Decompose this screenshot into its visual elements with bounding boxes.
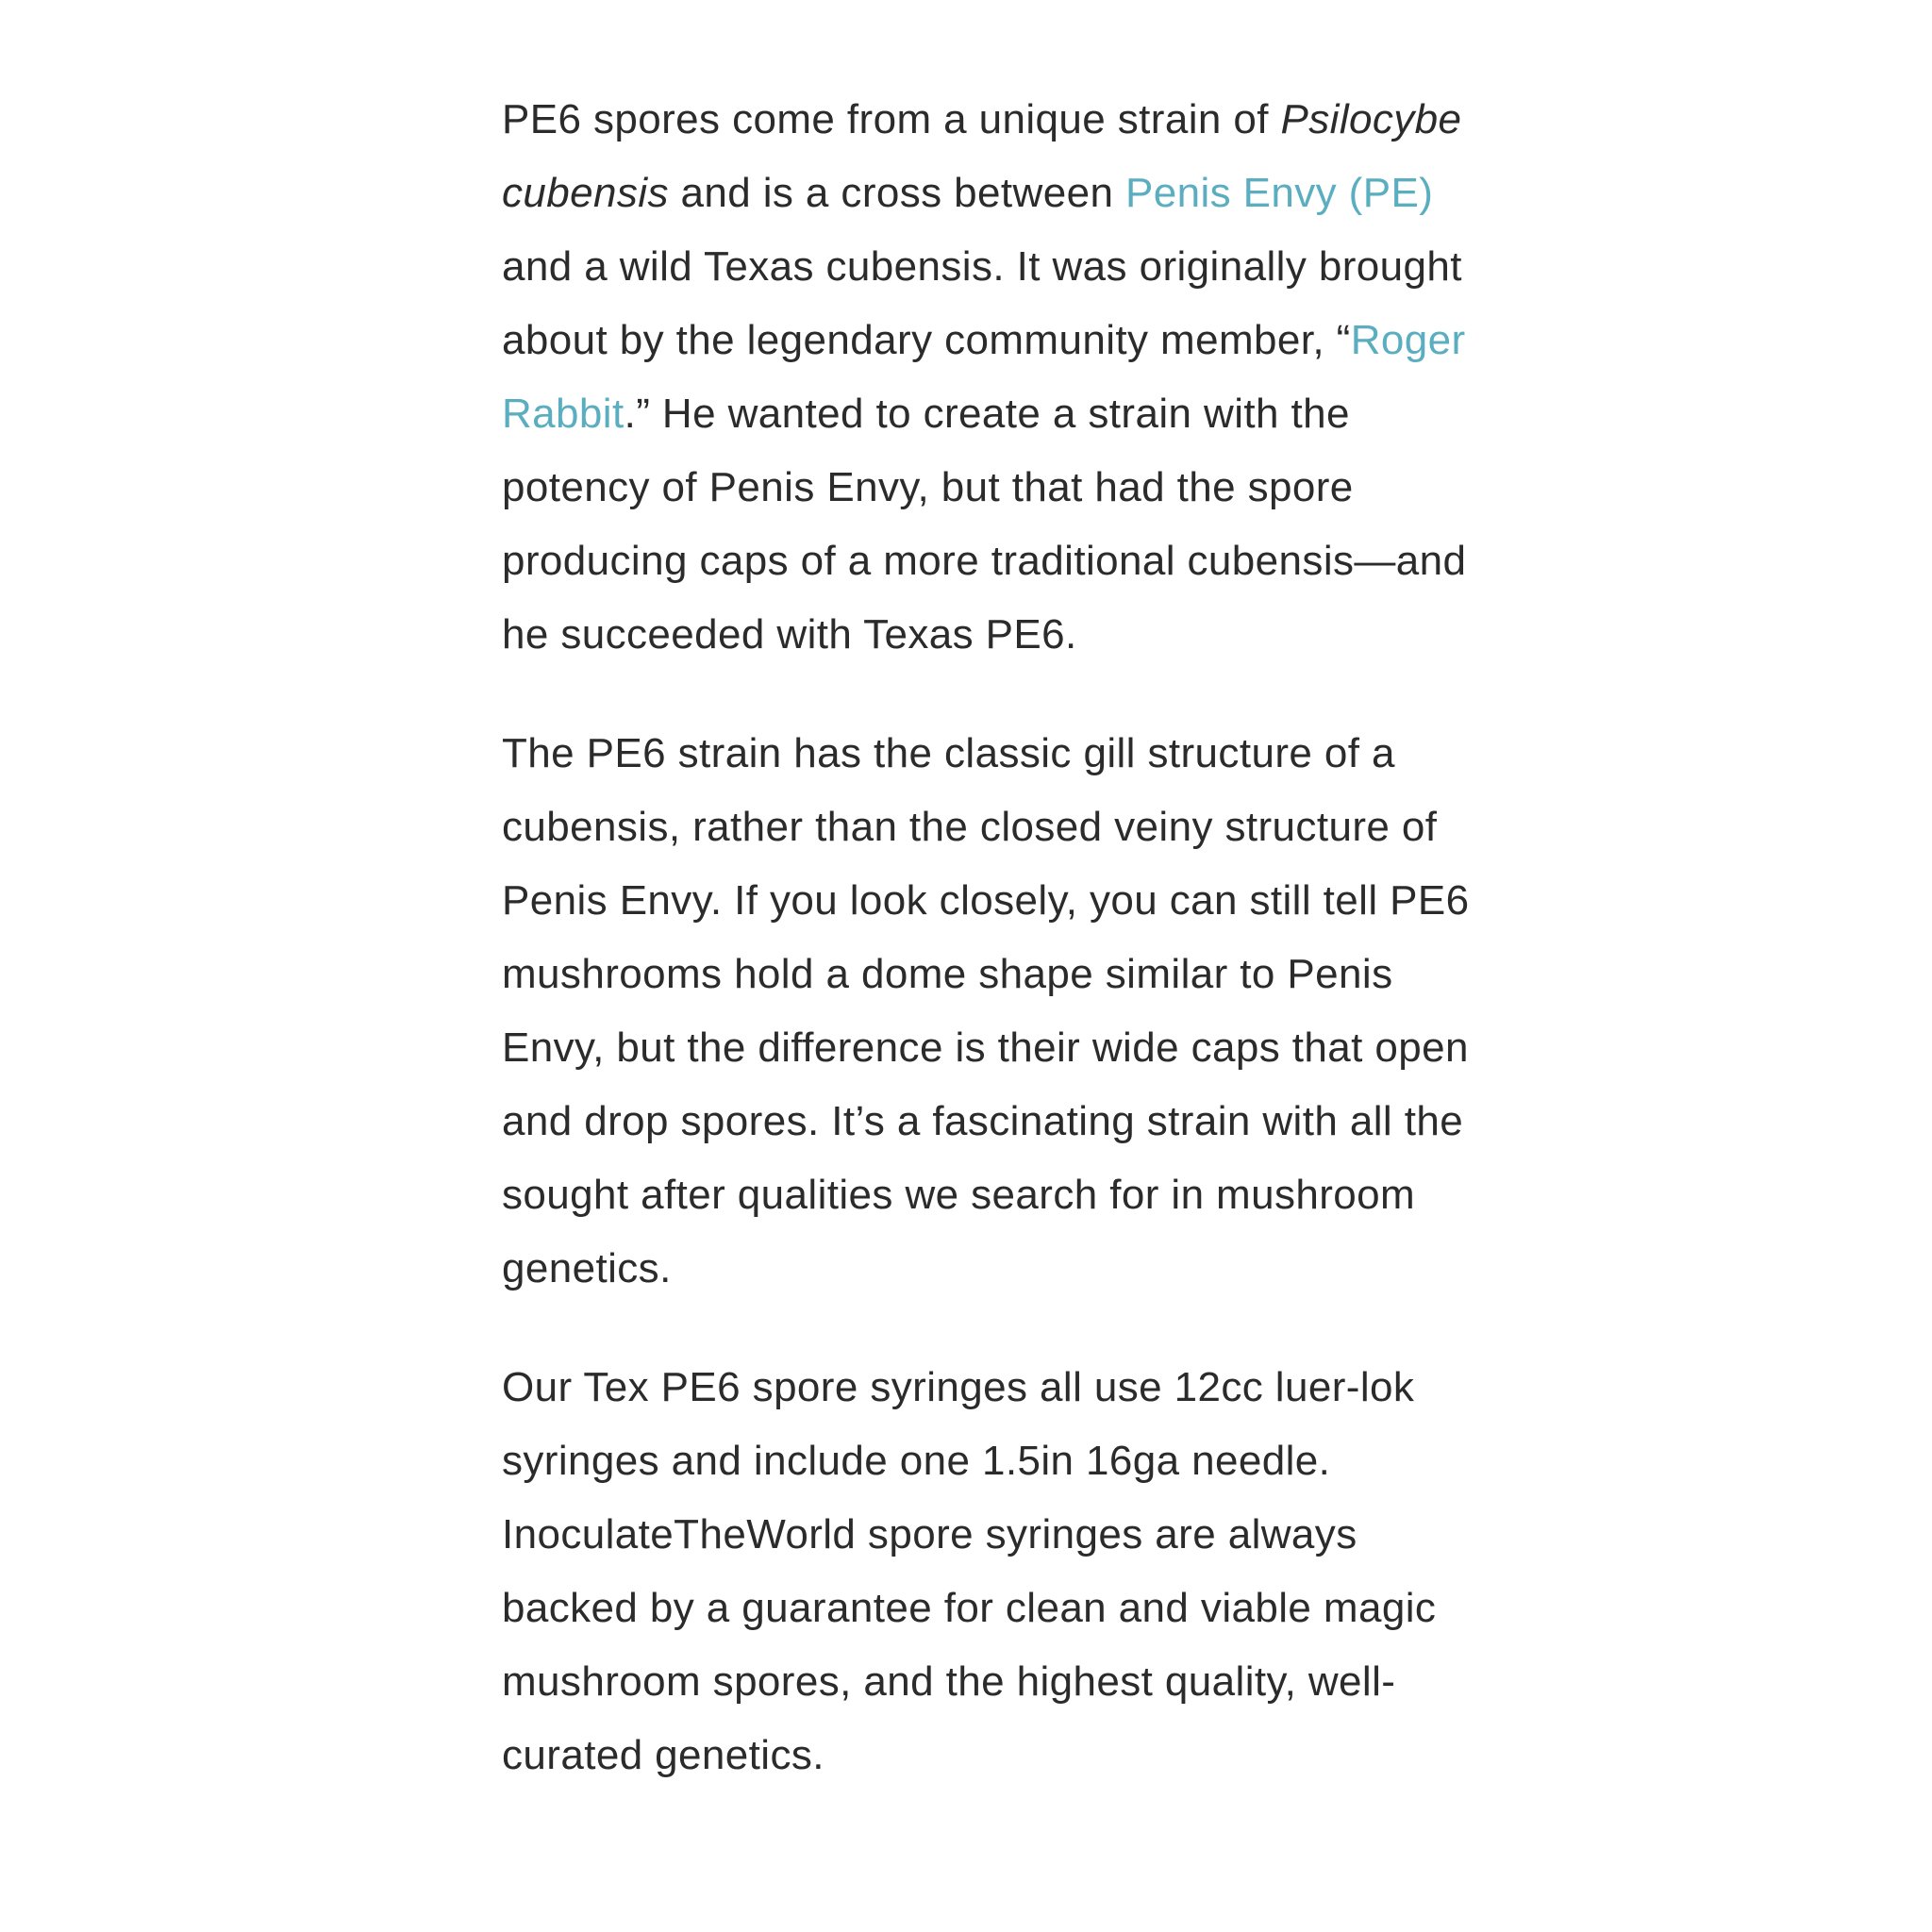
paragraph-structure: The PE6 strain has the classic gill structure of a cubensis, rather than the closed veiny structure of Penis Envy. If you look closely, you can still tell PE6 mushrooms hold a dome shape similar to Penis Envy, but the difference is their wide caps that open and drop spores. It’s a fascinating strain with all the sought after qualities we search for in mushroom genetics. [502, 730, 1470, 1291]
paragraph-text: and is a cross between [668, 170, 1125, 216]
paragraph-text: .” He wanted to create a strain with the potency of Penis Envy, but that had the spore producing caps of a more traditional cubensis—and he succeeded with Texas PE6. [502, 391, 1467, 658]
paragraph-origin [502, 83, 1474, 672]
penis-envy-link[interactable]: Penis Envy (PE) [1124, 170, 1434, 216]
paragraph-syringes: Our Tex PE6 spore syringes all use 12cc luer-lok syringes and include one 1.5in 16ga needle. InoculateTheWorld spore syringes are always backed by a guarantee for clean and viable magic mushroom spores, and the highest quality, well-curated genetics. [502, 1364, 1437, 1778]
paragraph-text: PE6 spores come from a unique strain of [502, 96, 1281, 142]
paragraph-text: and a wild Texas cubensis. It was originally brought about by the legendary community member, “ [502, 243, 1462, 363]
article-body [502, 83, 1474, 1838]
roger-rabbit-link[interactable]: Roger Rabbit [502, 317, 1466, 437]
species-name: Psilocybe cubensis [502, 96, 1462, 216]
